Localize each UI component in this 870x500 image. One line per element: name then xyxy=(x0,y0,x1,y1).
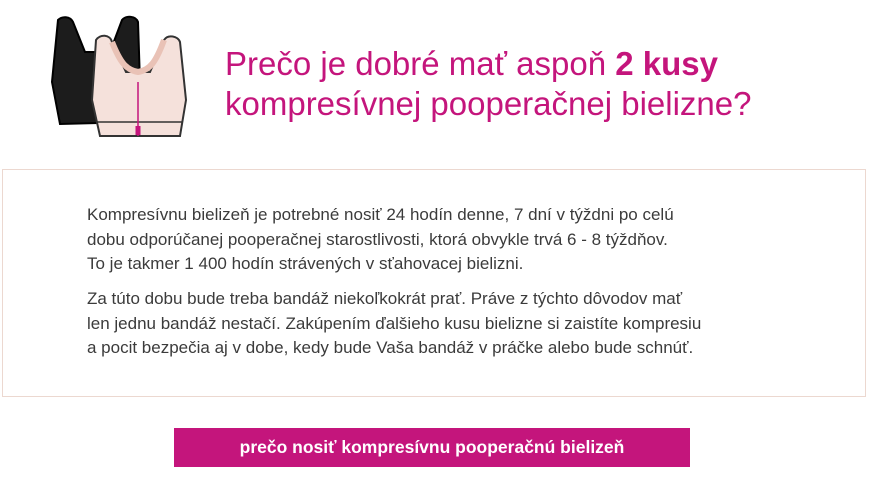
paragraph-line: a pocit bezpečia aj v dobe, kedy bude Vaša bandáž v práčke alebo bude schnúť. xyxy=(87,338,694,357)
paragraph-line: len jednu bandáž nestačí. Zakúpením ďalšieho kusu bielizne si zaistíte kompresiu xyxy=(87,313,702,333)
paragraph-line: Za túto dobu bude treba bandáž niekoľkokrát prať. Práve z týchto dôvodov mať xyxy=(87,289,683,308)
paragraph-line: Kompresívnu bielizeň je potrebné nosiť 24 hodín denne, 7 dní v týždni po celú xyxy=(87,205,674,224)
headline-emphasis: 2 kusy xyxy=(615,45,719,82)
headline-line2: kompresívnej pooperačnej bielizne? xyxy=(225,85,752,122)
headline-prefix: Prečo je dobré mať aspoň xyxy=(225,45,616,82)
compression-bra-pair-icon xyxy=(40,12,200,144)
cta-label: prečo nosiť kompresívnu pooperačnú bielizeň xyxy=(239,437,625,457)
page-title xyxy=(225,44,845,124)
cta-button[interactable] xyxy=(174,428,690,467)
info-box xyxy=(2,169,866,397)
paragraph-line: dobu odporúčanej pooperačnej starostlivosti, ktorá obvykle trvá 6 - 8 týždňov. xyxy=(87,229,668,249)
paragraph-line: To je takmer 1 400 hodín strávených v sťahovacej bielizni. xyxy=(87,254,524,273)
info-paragraph-1 xyxy=(87,203,807,277)
info-paragraph-2 xyxy=(87,287,807,361)
